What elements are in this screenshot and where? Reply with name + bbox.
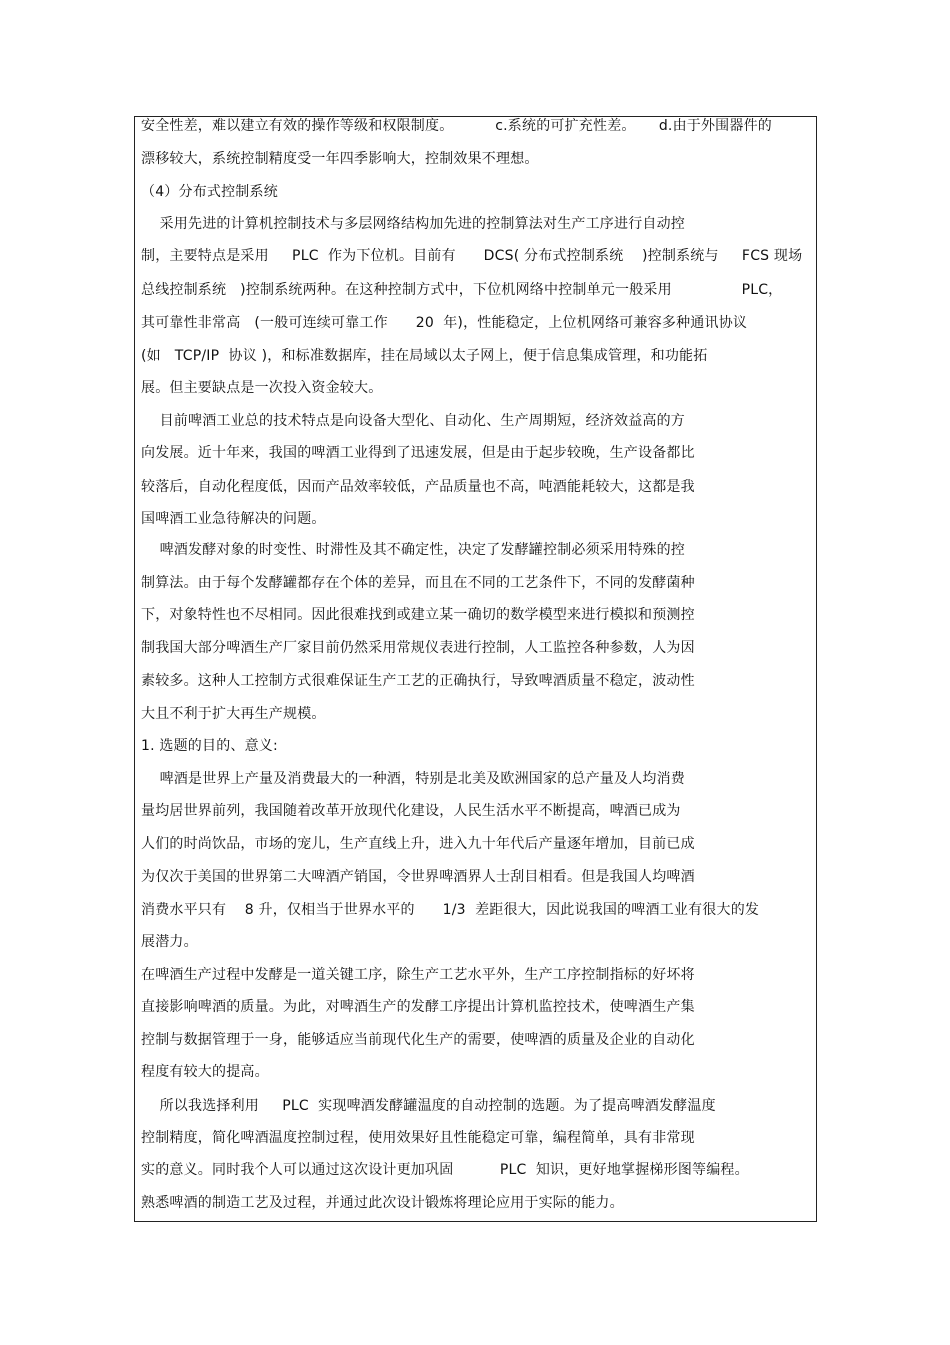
text-line: 啤酒发酵对象的时变性、时滞性及其不确定性，决定了发酵罐控制必须采用特殊的控 bbox=[141, 542, 685, 558]
text-line: 国啤酒工业急待解决的问题。 bbox=[141, 511, 326, 527]
text-line: 下，对象特性也不尽相同。因此很难找到或建立某一确切的数学模型来进行模拟和预测控 bbox=[141, 607, 695, 623]
section-heading: （4）分布式控制系统 bbox=[141, 184, 278, 200]
section-heading: 1. 选题的目的、意义: bbox=[141, 738, 278, 754]
text-line: 熟悉啤酒的制造工艺及过程，并通过此次设计锻炼将理论应用于实际的能力。 bbox=[141, 1195, 624, 1211]
text-line: 制，主要特点是采用 PLC 作为下位机。目前有 DCS( 分布式控制系统 )控制系统与 FCS 现场 bbox=[141, 248, 803, 264]
text-line: 向发展。近十年来，我国的啤酒工业得到了迅速发展，但是由于起步较晚，生产设备都比 bbox=[141, 445, 695, 461]
text-line: 制我国大部分啤酒生产厂家目前仍然采用常规仪表进行控制，人工监控各种参数，人为因 bbox=[141, 640, 695, 656]
text-line: 漂移较大，系统控制精度受一年四季影响大，控制效果不理想。 bbox=[141, 151, 539, 167]
text-line: 较落后，自动化程度低，因而产品效率较低，产品质量也不高，吨酒能耗较大，这都是我 bbox=[141, 479, 695, 495]
text-line: 实的意义。同时我个人可以通过这次设计更加巩固 PLC 知识，更好地掌握梯形图等编程。 bbox=[141, 1162, 749, 1178]
text-line: 直接影响啤酒的质量。为此，对啤酒生产的发酵工序提出计算机监控技术，使啤酒生产集 bbox=[141, 999, 695, 1015]
text-line: 为仅次于美国的世界第二大啤酒产销国，令世界啤酒界人士刮目相看。但是我国人均啤酒 bbox=[141, 869, 695, 885]
text-line: 量均居世界前列，我国随着改革开放现代化建设，人民生活水平不断提高，啤酒已成为 bbox=[141, 803, 681, 819]
text-line: 素较多。这种人工控制方式很难保证生产工艺的正确执行，导致啤酒质量不稳定，波动性 bbox=[141, 673, 695, 689]
text-line: 展潜力。 bbox=[141, 934, 198, 950]
text-line: 展。但主要缺点是一次投入资金较大。 bbox=[141, 380, 383, 396]
text-line: 总线控制系统 )控制系统两种。在这种控制方式中，下位机网络中控制单元一般采用 PLC， bbox=[141, 282, 783, 298]
text-line: 大且不利于扩大再生产规模。 bbox=[141, 706, 326, 722]
text-line: 消费水平只有 8 升，仅相当于世界水平的 1/3 差距很大，因此说我国的啤酒工业有很大的发 bbox=[141, 902, 760, 918]
text-line: 制算法。由于每个发酵罐都存在个体的差异，而且在不同的工艺条件下，不同的发酵菌种 bbox=[141, 575, 695, 591]
text-line: 人们的时尚饮品，市场的宠儿，生产直线上升，进入九十年代后产量逐年增加，目前已成 bbox=[141, 836, 695, 852]
text-line: (如 TCP/IP 协议 )，和标准数据库，挂在局域以太子网上，便于信息集成管理，和功能拓 bbox=[141, 348, 708, 364]
text-line: 所以我选择利用 PLC 实现啤酒发酵罐温度的自动控制的选题。为了提高啤酒发酵温度 bbox=[141, 1098, 716, 1114]
text-line: 安全性差，难以建立有效的操作等级和权限制度。 c.系统的可扩充性差。 d.由于外围器件的 bbox=[141, 118, 772, 134]
text-line: 在啤酒生产过程中发酵是一道关键工序，除生产工艺水平外，生产工序控制指标的好坏将 bbox=[141, 967, 695, 983]
text-line: 其可靠性非常高 (一般可连续可靠工作 20 年)，性能稳定，上位机网络可兼容多种通讯协议 bbox=[141, 315, 748, 331]
text-line: 啤酒是世界上产量及消费最大的一种酒，特别是北美及欧洲国家的总产量及人均消费 bbox=[141, 771, 685, 787]
text-line: 控制精度，简化啤酒温度控制过程，使用效果好且性能稳定可靠，编程简单，具有非常现 bbox=[141, 1130, 695, 1146]
text-line: 控制与数据管理于一身，能够适应当前现代化生产的需要，使啤酒的质量及企业的自动化 bbox=[141, 1032, 695, 1048]
text-line: 程度有较大的提高。 bbox=[141, 1064, 269, 1080]
text-line: 采用先进的计算机控制技术与多层网络结构加先进的控制算法对生产工序进行自动控 bbox=[141, 216, 685, 232]
text-line: 目前啤酒工业总的技术特点是向设备大型化、自动化、生产周期短，经济效益高的方 bbox=[141, 413, 685, 429]
